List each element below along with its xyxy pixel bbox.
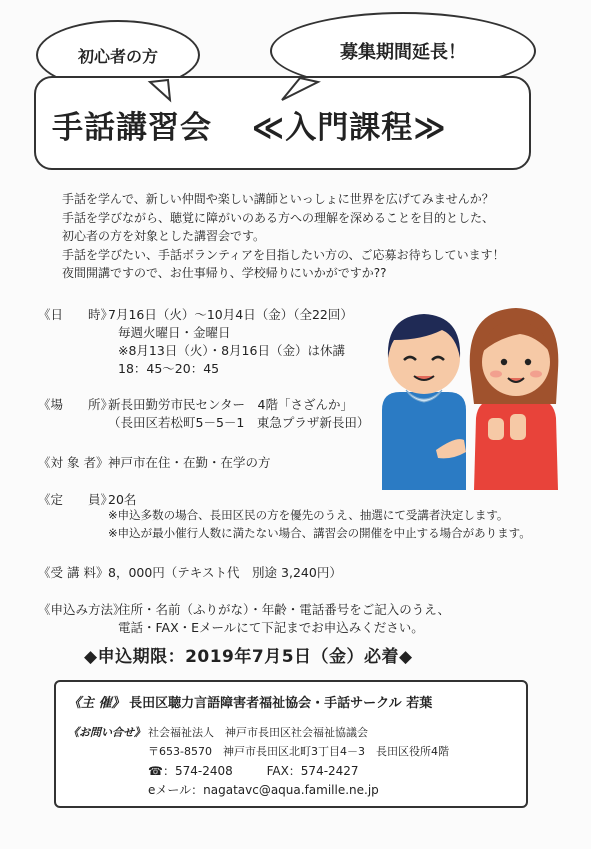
fax-value: FAX：574-2427 <box>266 764 359 778</box>
girl-figure <box>470 308 559 490</box>
bubble-extended-text: 募集期間延長！ <box>340 42 466 63</box>
date-line: 毎週火曜日・金曜日 <box>118 325 231 340</box>
target-label: 《対 象 者》 <box>38 455 109 470</box>
target-value: 神戸市在住・在勤・在学の方 <box>108 455 271 470</box>
apply-line: 住所・名前（ふりがな）・年齢・電話番号をご記入のうえ、 <box>118 602 451 617</box>
phone-icon: ☎： <box>148 764 175 778</box>
email-line[interactable]: eメール：nagatavc@aqua.famille.ne.jp <box>148 783 379 797</box>
title-sub: ≪入門課程≫ <box>251 110 447 146</box>
capacity-note: ※申込が最小催行人数に満たない場合、講習会の開催を中止する場合があります。 <box>108 526 531 540</box>
date-line: 18：45～20：45 <box>118 361 220 376</box>
intro-line: 初心者の方を対象とした講習会です。 <box>62 229 266 243</box>
intro-line: 手話を学びながら、聴覚に障がいのある方への理解を深めることを目的とした、 <box>62 210 495 225</box>
apply-label: 《申込み方法》 <box>38 602 126 617</box>
host-line <box>68 692 432 711</box>
fee-label: 《受 講 料》 <box>38 565 109 580</box>
date-line: 7月16日（火）～10月4日（金）（全22回） <box>108 307 353 322</box>
signing-people-illustration <box>370 300 560 490</box>
intro-line: 手話を学びたい、手話ボランティアを目指したい方の、ご応募お待ちしています！ <box>62 247 505 262</box>
capacity-label: 《定 員》 <box>38 492 114 507</box>
place-line: （長田区若松町5－5－1 東急プラザ新長田） <box>108 415 370 430</box>
deadline: ◆申込期限：2019年7月5日（金）必着◆ <box>84 647 413 667</box>
intro-text <box>62 190 505 283</box>
apply-line: 電話・FAX・Eメールにて下記までお申込みください。 <box>118 620 424 635</box>
date-label: 《日 時》 <box>38 307 114 322</box>
host-label: 《主 催》 <box>68 696 125 711</box>
boy-figure <box>382 314 466 490</box>
date-line: ※8月13日（火）・8月16日（金）は休講 <box>118 343 345 358</box>
place-line: 新長田勤労市民センター 4階「さざんか」 <box>108 397 353 412</box>
capacity-note: ※申込多数の場合、長田区民の方を優先のうえ、抽選にて受講者決定します。 <box>108 508 509 522</box>
address: 〒653-8570 神戸市長田区北町3丁目4－3 長田区役所4階 <box>148 745 449 758</box>
phone-line <box>148 762 359 779</box>
intro-line: 手話を学んで、新しい仲間や楽しい講師といっしょに世界を広げてみませんか？ <box>62 192 494 206</box>
inquiry-label: 《お問い合せ》 <box>68 726 145 739</box>
bubble-beginners-text: 初心者の方 <box>77 46 158 66</box>
fee-value: 8，000円（テキスト代 別途 3,240円） <box>108 565 342 580</box>
host-value: 長田区聴力言語障害者福祉協会・手話サークル 若葉 <box>129 696 433 711</box>
capacity-value: 20名 <box>108 492 137 507</box>
title-main: 手話講習会 <box>52 110 212 146</box>
tel-value: 574-2408 <box>174 764 233 778</box>
org-name: 社会福祉法人 神戸市長田区社会福祉協議会 <box>148 726 368 739</box>
place-label: 《場 所》 <box>38 397 114 412</box>
intro-line: 夜間開講ですので、お仕事帰り、学校帰りにいかがですか?? <box>62 266 387 280</box>
page-title <box>52 102 447 147</box>
